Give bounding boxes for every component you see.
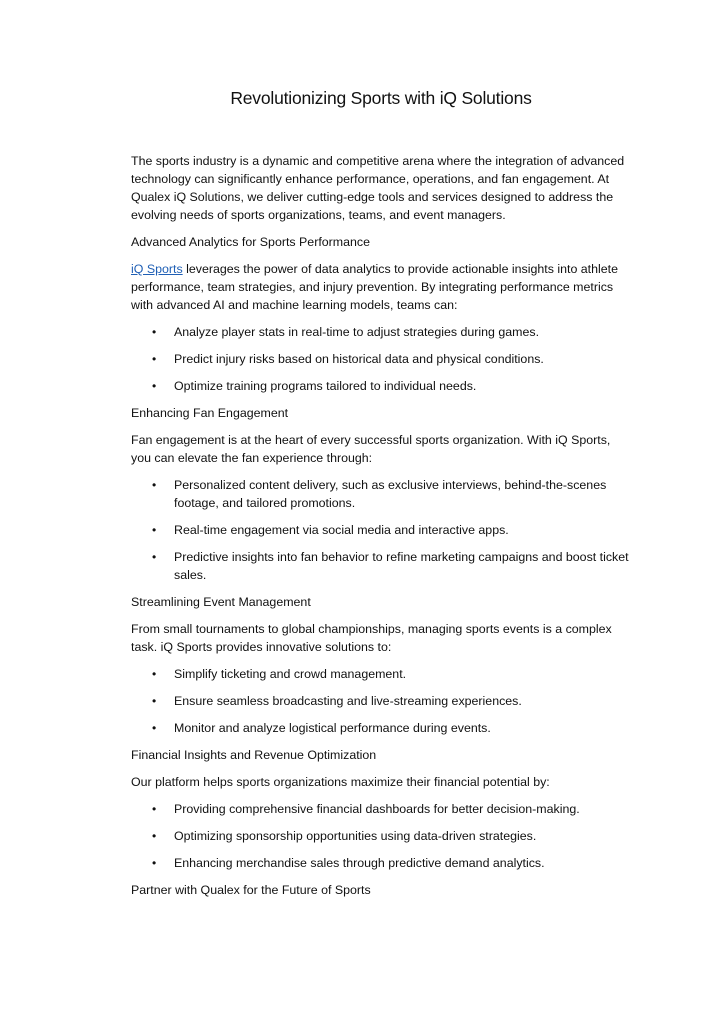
bullet-icon: • <box>152 325 157 339</box>
section-body-analytics-text: leverages the power of data analytics to provide actionable insights into athlete performance, team strategies, and injury prevention. By integrating performance metrics with advanced AI and machine learning models, teams can: <box>131 262 618 312</box>
bullet-icon: • <box>152 694 157 708</box>
bullet-list-analytics <box>131 323 633 395</box>
list-item <box>131 476 633 512</box>
list-item-text: Optimizing sponsorship opportunities using data-driven strategies. <box>174 829 537 843</box>
bullet-icon: • <box>152 802 157 816</box>
section-body-financial-insights: Our platform helps sports organizations maximize their financial potential by: <box>131 775 550 789</box>
list-item-text: Monitor and analyze logistical performance during events. <box>174 721 491 735</box>
bullet-icon: • <box>152 379 157 393</box>
list-item <box>131 548 633 584</box>
list-item-text: Analyze player stats in real-time to adjust strategies during games. <box>174 325 540 339</box>
intro-paragraph: The sports industry is a dynamic and competitive arena where the integration of advanced technology can significantly enhance performance, operations, and fan engagement. At Qualex iQ Solutions, we deliver cutting-edge tools and services designed to address the evolving needs of sports organizations, teams, and event managers. <box>131 154 625 222</box>
bullet-icon: • <box>152 667 157 681</box>
section-heading-analytics: Advanced Analytics for Sports Performance <box>131 235 370 249</box>
list-item <box>131 854 633 872</box>
bullet-icon: • <box>152 550 157 564</box>
list-item-text: Simplify ticketing and crowd management. <box>174 667 407 681</box>
section-heading-event-management: Streamlining Event Management <box>131 595 311 609</box>
bullet-list-fan-engagement <box>131 476 633 584</box>
list-item-text: Providing comprehensive financial dashboards for better decision-making. <box>174 802 580 816</box>
bullet-list-event-management <box>131 665 633 737</box>
list-item <box>131 323 633 341</box>
list-item-text: Personalized content delivery, such as exclusive interviews, behind-the-scenes footage, and tailored promotions. <box>174 478 607 510</box>
bullet-icon: • <box>152 352 157 366</box>
list-item <box>131 827 633 845</box>
list-item-text: Enhancing merchandise sales through predictive demand analytics. <box>174 856 545 870</box>
section-heading-financial-insights: Financial Insights and Revenue Optimization <box>131 748 377 762</box>
document-title: Revolutionizing Sports with iQ Solutions <box>230 88 532 108</box>
list-item <box>131 350 633 368</box>
bullet-icon: • <box>152 829 157 843</box>
section-body-analytics <box>131 260 633 314</box>
bullet-icon: • <box>152 721 157 735</box>
list-item-text: Optimize training programs tailored to individual needs. <box>174 379 477 393</box>
document-body <box>131 152 633 908</box>
bullet-list-financial-insights <box>131 800 633 872</box>
list-item-text: Predict injury risks based on historical data and physical conditions. <box>174 352 544 366</box>
list-item <box>131 719 633 737</box>
list-item <box>131 377 633 395</box>
section-body-event-management: From small tournaments to global championships, managing sports events is a complex task. iQ Sports provides innovative solutions to: <box>131 622 612 654</box>
list-item <box>131 692 633 710</box>
list-item-text: Ensure seamless broadcasting and live-streaming experiences. <box>174 694 522 708</box>
list-item-text: Predictive insights into fan behavior to refine marketing campaigns and boost ticket sales. <box>174 550 629 582</box>
bullet-icon: • <box>152 856 157 870</box>
bullet-icon: • <box>152 478 157 492</box>
bullet-icon: • <box>152 523 157 537</box>
closing-heading: Partner with Qualex for the Future of Sports <box>131 883 371 897</box>
iq-sports-link[interactable]: iQ Sports <box>131 262 183 276</box>
list-item-text: Real-time engagement via social media and interactive apps. <box>174 523 509 537</box>
section-heading-fan-engagement: Enhancing Fan Engagement <box>131 406 289 420</box>
list-item <box>131 800 633 818</box>
list-item <box>131 665 633 683</box>
list-item <box>131 521 633 539</box>
section-body-fan-engagement: Fan engagement is at the heart of every successful sports organization. With iQ Sports, you can elevate the fan experience through: <box>131 433 611 465</box>
